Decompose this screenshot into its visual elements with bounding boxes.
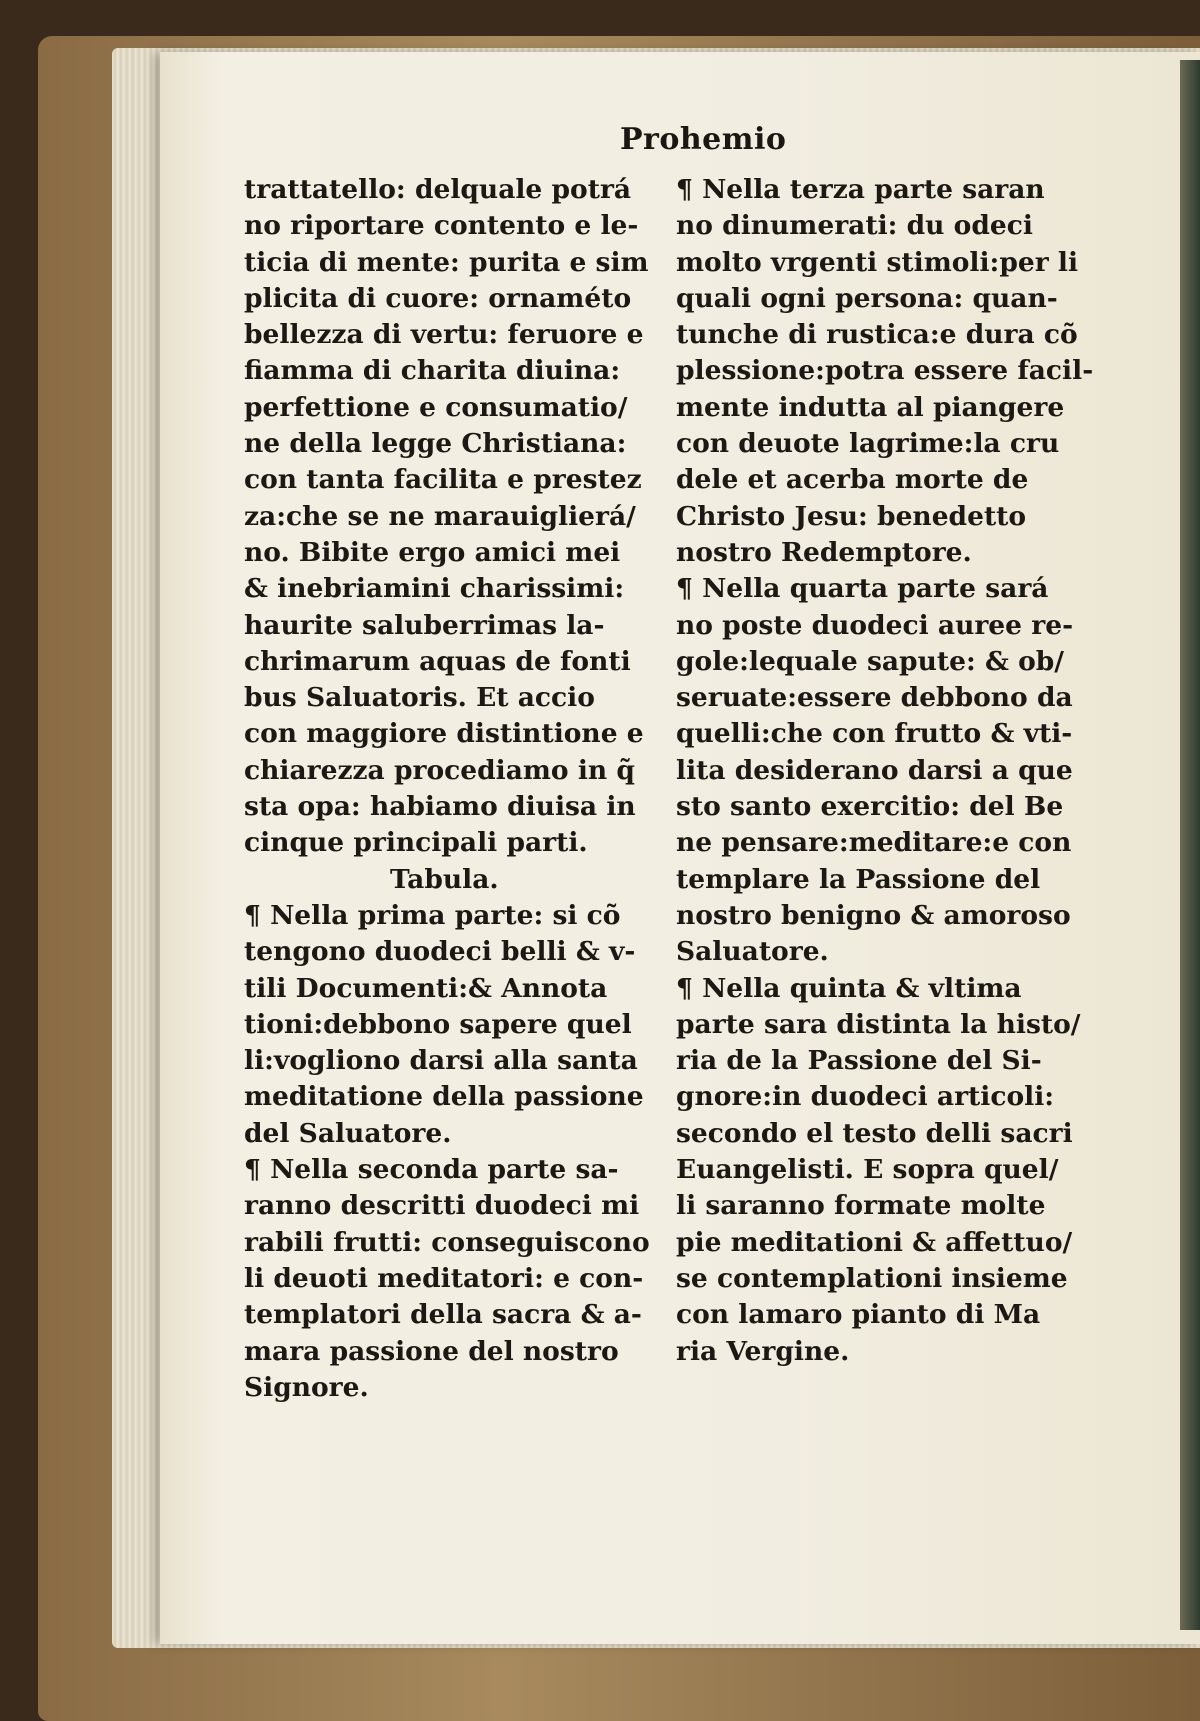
text-line: lita desiderano darsi a que [676,754,1073,786]
text-line: templare la Passione del [676,863,1041,895]
text-line: parte sara distinta la histo/ [676,1008,1081,1040]
text-line: chiarezza procediamo in q̃ [244,754,635,786]
text-line: gole:lequale sapute: & ob/ [676,645,1064,677]
text-line: con deuote lagrime:la cru [676,428,1060,460]
text-line: Saluatore. [676,936,829,968]
text-line: ¶ Nella quarta parte sará [676,573,1049,605]
text-line: dele et acerba morte de [676,464,1029,496]
text-line: ¶ Nella quinta & vltima [676,972,1022,1004]
text-line: ¶ Nella prima parte: si cõ [244,899,621,931]
text-line: ranno descritti duodeci mi [244,1190,640,1222]
text-line: fiamma di charita diuina: [244,355,621,387]
text-line: sta opa: habiamo diuisa in [244,791,636,823]
text-line: sto santo exercitio: del Be [676,791,1064,823]
text-line: no. Bibite ergo amici mei [244,536,621,568]
text-line: tunche di rustica:e dura cõ [676,319,1078,351]
right-text-column [676,172,1122,1370]
text-line: no dinumerati: du odeci [676,210,1033,242]
text-line: ria de la Passione del Si- [676,1045,1042,1077]
text-line: haurite saluberrimas la- [244,609,605,641]
text-line: secondo el testo delli sacri [676,1117,1073,1149]
text-line: ¶ Nella terza parte saran [676,174,1045,205]
text-line: molto vrgenti stimoli:per li [676,246,1079,278]
text-line: bellezza di vertu: feruore e [244,319,644,351]
text-line: pie meditationi & affettuo/ [676,1226,1073,1258]
text-line: plicita di cuore: ornaméto [244,282,632,314]
text-line: meditatione della passione [244,1081,644,1113]
text-line: li saranno formate molte [676,1190,1046,1222]
text-line: li deuoti meditatori: e con- [244,1262,644,1294]
text-line: cinque principali parti. [244,827,588,859]
facing-page-edge [1180,60,1200,1630]
text-line: & inebriamini charissimi: [244,573,625,605]
text-line: ne pensare:meditare:e con [676,827,1072,859]
text-line: tengono duodeci belli & v- [244,936,636,968]
text-line: rabili frutti: conseguiscono [244,1226,650,1258]
text-line: Euangelisti. E sopra quel/ [676,1154,1059,1186]
text-line: templatori della sacra & a- [244,1299,642,1331]
text-line: mara passione del nostro [244,1335,619,1367]
text-line: ne della legge Christiana: [244,428,627,460]
left-text-column [244,172,664,1406]
text-line: Signore. [244,1371,369,1403]
text-line: no poste duodeci auree re- [676,609,1074,641]
section-heading: Tabula. [390,863,499,895]
text-line: mente indutta al piangere [676,391,1065,423]
text-line: ria Vergine. [676,1335,850,1367]
text-line: del Saluatore. [244,1117,452,1149]
text-line: con lamaro pianto di Ma [676,1299,1041,1331]
text-line: bus Saluatoris. Et accio [244,682,595,714]
text-line: trattatello: delquale potrá [244,174,632,205]
text-line: quelli:che con frutto & vti- [676,718,1073,750]
text-line: li:vogliono darsi alla santa [244,1045,638,1077]
text-line: se contemplationi insieme [676,1262,1068,1294]
text-line: tioni:debbono sapere quel [244,1008,632,1040]
text-line: no riportare contento e le- [244,210,639,242]
text-line: ticia di mente: purita e sim [244,246,649,278]
text-line: za:che se ne marauiglierá/ [244,500,636,532]
text-line: gnore:in duodeci articoli: [676,1081,1055,1113]
running-head: Prohemio [620,122,787,157]
text-line: nostro Redemptore. [676,536,972,568]
text-line: con tanta facilita e prestez [244,464,642,496]
text-line: quali ogni persona: quan- [676,282,1058,314]
text-line: ¶ Nella seconda parte sa- [244,1154,619,1186]
text-line: seruate:essere debbono da [676,682,1073,714]
text-line: perfettione e consumatio/ [244,391,628,423]
text-line: Christo Jesu: benedetto [676,500,1027,532]
text-line: tili Documenti:& Annota [244,972,608,1004]
text-line: con maggiore distintione e [244,718,644,750]
text-line: plessione:potra essere facil- [676,355,1094,387]
text-line: chrimarum aquas de fonti [244,645,631,677]
text-line: nostro benigno & amoroso [676,899,1071,931]
